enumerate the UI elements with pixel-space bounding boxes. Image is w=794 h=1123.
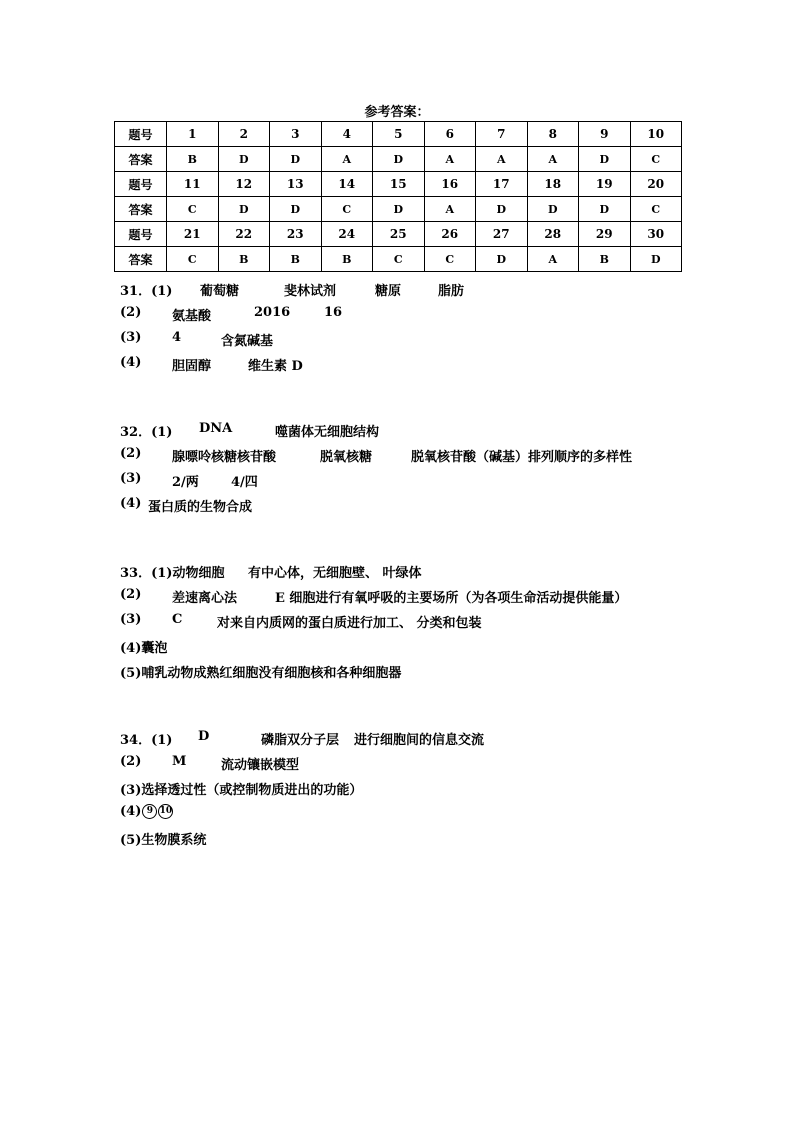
sub-number: (2) [120,305,142,320]
answer-cell: D [218,197,270,222]
answer-text: 腺嘌呤核糖核苷酸 [172,450,277,465]
table-row [115,247,682,272]
answer-cell: D [373,197,425,222]
question-number-cell: 1 [167,122,219,147]
answer-cell: D [579,147,631,172]
row-header: 答案 [115,147,167,172]
question-number-cell: 9 [579,122,631,147]
answer-text: (5)哺乳动物成熟红细胞没有细胞核和各种细胞器 [120,666,402,681]
table-row [115,197,682,222]
question-number-cell: 6 [424,122,476,147]
row-header: 题号 [115,222,167,247]
q33-number: 33．(1)动物细胞 [120,566,225,581]
answer-cell: C [167,197,219,222]
sub-number: (2) [120,587,142,602]
sub-number: (4) [120,355,142,370]
answer-text: 4/四 [231,475,258,490]
sub-number: (2) [120,446,142,461]
question-number-cell: 25 [373,222,425,247]
answer-text: 蛋白质的生物合成 [148,500,253,515]
answer-text: 糖原 [375,284,402,299]
question-number-cell: 8 [527,122,579,147]
answer-text: 含氮碱基 [221,334,274,349]
question-number-cell: 5 [373,122,425,147]
answer-text: DNA [199,421,233,436]
answer-text: C [172,612,183,627]
question-number-cell: 4 [321,122,373,147]
answer-text: 脱氧核苷酸（碱基）排列顺序的多样性 [411,450,633,465]
sub-number: (2) [120,754,142,769]
answer-text: E 细胞进行有氧呼吸的主要场所（为各项生命活动提供能量） [275,591,628,606]
answer-text: 脱氧核糖 [320,450,373,465]
answer-cell: D [579,197,631,222]
answer-text: (5)生物膜系统 [120,833,207,848]
answer-cell: A [321,147,373,172]
row-header: 题号 [115,172,167,197]
answer-text: 维生素 D [248,359,303,374]
answer-cell: C [630,197,682,222]
question-number-cell: 10 [630,122,682,147]
question-number-cell: 21 [167,222,219,247]
answer-cell: A [424,197,476,222]
answer-text: 磷脂双分子层 [261,733,340,748]
question-number-cell: 20 [630,172,682,197]
sub-number: (3) [120,471,142,486]
question-number-cell: 7 [476,122,528,147]
answer-text: 流动镶嵌模型 [221,758,300,773]
table-row [115,172,682,197]
question-number-cell: 15 [373,172,425,197]
question-number-cell: 19 [579,172,631,197]
answer-text: 斐林试剂 [284,284,337,299]
question-number-cell: 18 [527,172,579,197]
q31-number: 31．(1) [120,284,173,299]
answer-text: 胆固醇 [172,359,212,374]
answer-text: 2/两 [172,475,199,490]
page-title: 参考答案： [364,105,430,120]
answer-cell: D [476,247,528,272]
question-number-cell: 3 [270,122,322,147]
answer-text: 对来自内质网的蛋白质进行加工、 分类和包装 [217,616,482,631]
answer-cell: B [167,147,219,172]
answer-text: 氨基酸 [172,309,212,324]
answer-cell: D [373,147,425,172]
answer-cell: D [527,197,579,222]
answer-cell: A [424,147,476,172]
answer-cell: D [270,147,322,172]
question-number-cell: 17 [476,172,528,197]
answer-cell: B [321,247,373,272]
q32-number: 32．(1) [120,425,173,440]
row-header: 答案 [115,197,167,222]
answer-text: 有中心体，无细胞壁、 叶绿体 [248,566,422,581]
table-row [115,222,682,247]
question-number-cell: 13 [270,172,322,197]
question-number-cell: 27 [476,222,528,247]
question-number-cell: 28 [527,222,579,247]
answer-text: 2016 [254,305,291,320]
sub-number: (4) [120,804,142,819]
answer-cell: D [630,247,682,272]
answer-cell: B [579,247,631,272]
table-row [115,147,682,172]
question-number-cell: 2 [218,122,270,147]
answer-text: 脂肪 [438,284,465,299]
answer-cell: B [270,247,322,272]
answer-text: 葡萄糖 [200,284,240,299]
question-number-cell: 11 [167,172,219,197]
answer-cell: C [424,247,476,272]
question-number-cell: 12 [218,172,270,197]
question-number-cell: 23 [270,222,322,247]
circled-number-nine: 9 [142,804,157,819]
circled-number-ten: 10 [158,804,173,819]
answer-text: (4)囊泡 [120,641,168,656]
answer-cell: C [321,197,373,222]
answer-text: 4 [172,330,182,345]
answer-text: (3)选择透过性（或控制物质进出的功能） [120,783,363,798]
sub-number: (3) [120,330,142,345]
sub-number: (3) [120,612,142,627]
row-header: 答案 [115,247,167,272]
answer-text: 进行细胞间的信息交流 [354,733,485,748]
answer-cell: A [476,147,528,172]
answer-text: 差速离心法 [172,591,238,606]
answer-cell: C [373,247,425,272]
answer-cell: B [218,247,270,272]
answer-text: M [172,754,187,769]
q34-number: 34．(1) [120,733,173,748]
question-number-cell: 16 [424,172,476,197]
question-number-cell: 14 [321,172,373,197]
answer-text: D [198,729,210,744]
question-number-cell: 24 [321,222,373,247]
answer-cell: D [218,147,270,172]
question-number-cell: 29 [579,222,631,247]
sub-number: (4) [120,496,142,511]
answer-text: 16 [324,305,343,320]
answer-cell: A [527,147,579,172]
question-number-cell: 22 [218,222,270,247]
table-row [115,122,682,147]
question-number-cell: 30 [630,222,682,247]
answer-table [114,121,682,272]
answer-cell: A [527,247,579,272]
question-number-cell: 26 [424,222,476,247]
answer-cell: C [630,147,682,172]
row-header: 题号 [115,122,167,147]
answer-cell: D [476,197,528,222]
answer-text: 噬菌体无细胞结构 [275,425,380,440]
answer-text [120,804,173,819]
answer-cell: D [270,197,322,222]
answer-cell: C [167,247,219,272]
